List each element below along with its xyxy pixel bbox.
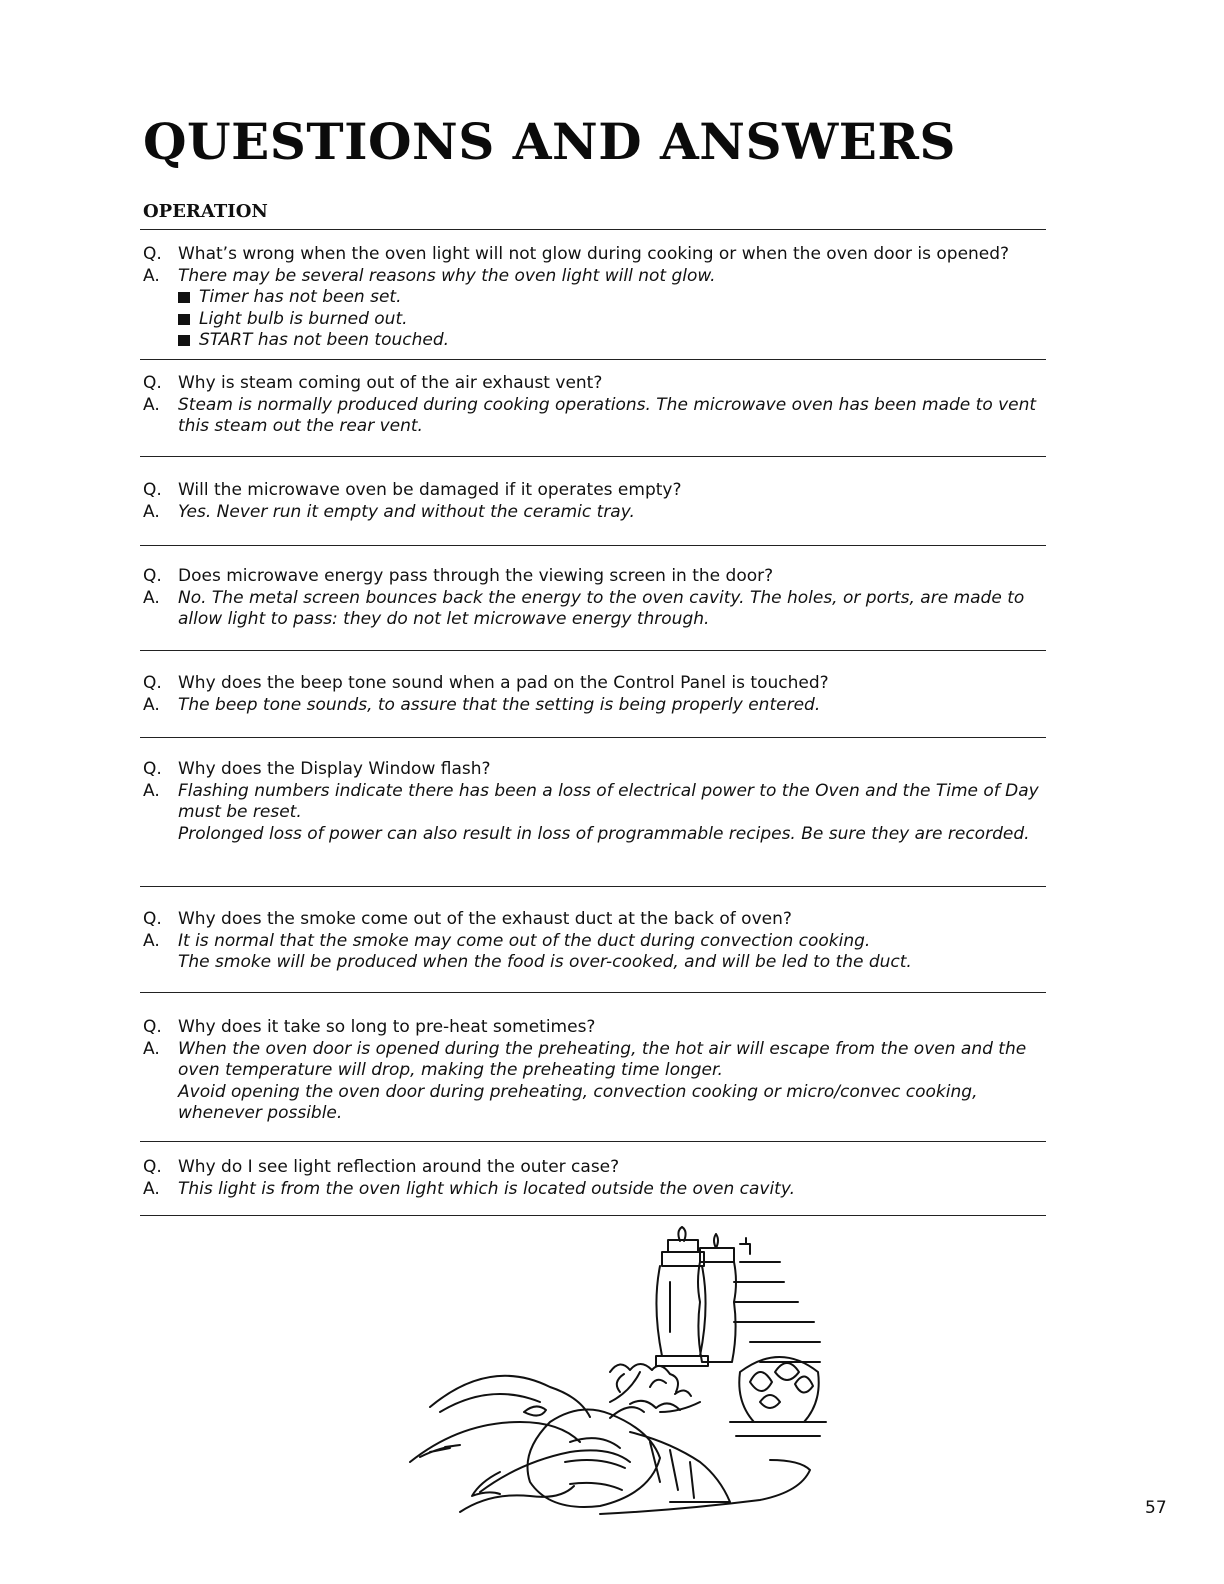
q-marker: Q.: [143, 566, 162, 586]
q-marker: Q.: [143, 1017, 162, 1037]
a-marker: A.: [143, 265, 160, 286]
question-text: Why does the Display Window flash?: [178, 759, 491, 779]
q-marker: Q.: [143, 1157, 162, 1177]
bullet-text: Timer has not been set.: [199, 287, 402, 307]
question-text: What’s wrong when the oven light will not glow during cooking or when the oven door is opened?: [178, 244, 1010, 264]
bullet-text: Light bulb is burned out.: [199, 308, 408, 329]
section-heading: OPERATION: [143, 201, 268, 222]
divider: [140, 992, 1046, 993]
qa-item: [143, 1017, 1053, 1125]
answer-continuation: Prolonged loss of power can also result in loss of programmable recipes. Be sure they are recorded.: [178, 823, 1030, 844]
divider: [140, 1215, 1046, 1216]
answer-text: No. The metal screen bounces back the energy to the oven cavity. The holes, or ports, are made to allow light to pass: they do not let microwave energy through.: [178, 587, 1025, 629]
answer: [143, 1039, 1053, 1082]
answer-text: The beep tone sounds, to assure that the setting is being properly entered.: [178, 694, 821, 715]
lobster-illustration: [410, 1372, 810, 1514]
question-text: Why does the beep tone sound when a pad on the Control Panel is touched?: [178, 673, 829, 693]
a-marker: A.: [143, 780, 160, 801]
divider: [140, 650, 1046, 651]
mussels-illustration: [730, 1357, 826, 1436]
a-marker: A.: [143, 694, 160, 715]
page-title: QUESTIONS AND ANSWERS: [143, 112, 957, 171]
salt-mill-illustration: [698, 1234, 820, 1362]
a-marker: A.: [143, 501, 160, 522]
question: [143, 673, 1053, 695]
list-item: [143, 330, 1053, 352]
a-marker: A.: [143, 930, 160, 951]
question-text: Will the microwave oven be damaged if it operates empty?: [178, 480, 682, 500]
answer-text: Steam is normally produced during cooking operations. The microwave oven has been made to vent this steam out the rear vent.: [178, 394, 1037, 436]
square-bullet-icon: [178, 335, 190, 346]
question-text: Why does the smoke come out of the exhaust duct at the back of oven?: [178, 909, 792, 929]
answer-text: It is normal that the smoke may come out of the duct during convection cooking.: [178, 930, 871, 951]
answer-continuation: Avoid opening the oven door during preheating, convection cooking or micro/convec cooking, whenever possible.: [178, 1081, 978, 1123]
divider: [140, 545, 1046, 546]
question: [143, 759, 1053, 781]
question-text: Why do I see light reflection around the outer case?: [178, 1157, 620, 1177]
divider: [140, 1141, 1046, 1142]
answer: [143, 695, 1053, 717]
q-marker: Q.: [143, 909, 162, 929]
answer-text: When the oven door is opened during the preheating, the hot air will escape from the oven and the oven temperature will drop, making the preheating time longer.: [178, 1038, 1027, 1080]
question: [143, 373, 1053, 395]
answer: [143, 395, 1053, 438]
question: [143, 909, 1053, 931]
answer: [143, 588, 1053, 631]
answer-text: Yes. Never run it empty and without the ceramic tray.: [178, 501, 635, 522]
qa-item: [143, 909, 1053, 974]
answer: [143, 266, 1053, 288]
food-illustration: [400, 1222, 840, 1522]
qa-item: [143, 480, 1053, 523]
question-text: Why does it take so long to pre-heat sometimes?: [178, 1017, 596, 1037]
a-marker: A.: [143, 587, 160, 608]
a-marker: A.: [143, 1178, 160, 1199]
square-bullet-icon: [178, 292, 190, 303]
answer-text: This light is from the oven light which is located outside the oven cavity.: [178, 1178, 795, 1199]
answer: [143, 502, 1053, 524]
question: [143, 480, 1053, 502]
square-bullet-icon: [178, 314, 190, 325]
q-marker: Q.: [143, 480, 162, 500]
question: [143, 566, 1053, 588]
answer: [143, 1179, 1053, 1201]
a-marker: A.: [143, 394, 160, 415]
qa-item: [143, 673, 1053, 716]
garnish-illustration: [610, 1364, 691, 1410]
question: [143, 244, 1053, 266]
question-text: Does microwave energy pass through the viewing screen in the door?: [178, 566, 774, 586]
q-marker: Q.: [143, 244, 162, 264]
question: [143, 1017, 1053, 1039]
bullet-text: START has not been touched.: [199, 330, 450, 350]
q-marker: Q.: [143, 759, 162, 779]
q-marker: Q.: [143, 373, 162, 393]
qa-item: [143, 373, 1053, 438]
qa-item: [143, 1157, 1053, 1200]
q-marker: Q.: [143, 673, 162, 693]
divider: [140, 359, 1046, 360]
divider: [140, 886, 1046, 887]
qa-item: [143, 566, 1053, 631]
page-number: 57: [1145, 1498, 1167, 1518]
question-text: Why is steam coming out of the air exhaust vent?: [178, 373, 603, 393]
qa-item: [143, 244, 1053, 352]
list-item: [143, 287, 1053, 309]
a-marker: A.: [143, 1038, 160, 1059]
divider: [140, 456, 1046, 457]
answer-text: Flashing numbers indicate there has been a loss of electrical power to the Oven and the Time of Day must be reset.: [178, 780, 1039, 822]
answer-text: There may be several reasons why the oven light will not glow.: [178, 265, 716, 286]
qa-item: [143, 759, 1053, 845]
divider: [140, 229, 1046, 230]
answer: [143, 931, 1053, 953]
list-item: [143, 309, 1053, 331]
divider: [140, 737, 1046, 738]
question: [143, 1157, 1053, 1179]
answer-continuation: The smoke will be produced when the food is over-cooked, and will be led to the duct.: [178, 952, 912, 972]
answer: [143, 781, 1053, 824]
